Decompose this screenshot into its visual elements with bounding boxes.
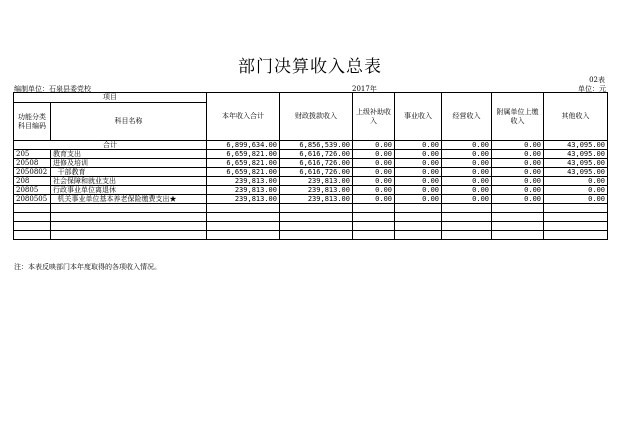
row-business: 0.00 [395,195,442,204]
empty-cell [353,222,395,231]
empty-cell [492,204,544,213]
prepared-unit: 编制单位：石泉县委党校 [14,85,91,93]
empty-cell [280,204,353,213]
empty-row [14,222,608,231]
row-affiliated: 0.00 [492,177,544,186]
row-operating: 0.00 [442,150,492,159]
empty-cell [280,213,353,222]
empty-cell [14,222,51,231]
row-total: 6,659,821.00 [207,168,280,177]
row-total: 239,813.00 [207,186,280,195]
empty-cell [14,231,51,240]
row-code: 205 [14,150,51,159]
empty-cell [492,231,544,240]
table-row [14,159,608,168]
empty-cell [544,231,608,240]
empty-cell [492,222,544,231]
table-note: 注：本表反映部门本年度取得的各项收入情况。 [14,263,161,271]
col-name-header: 科目名称 [51,103,207,141]
row-total: 6,659,821.00 [207,150,280,159]
row-subsidy: 0.00 [353,168,395,177]
item-group-header: 项目 [14,93,207,103]
row-business: 0.00 [395,168,442,177]
empty-cell [353,204,395,213]
row-code: 20508 [14,159,51,168]
table-row [14,195,608,204]
row-name: 社会保障和就业支出 [51,177,207,186]
row-subsidy: 0.00 [353,177,395,186]
fiscal-year: 2017年 [352,85,377,93]
row-code: 2080505 [14,195,51,204]
empty-cell [353,231,395,240]
row-operating: 0.00 [442,168,492,177]
total-total: 6,899,634.00 [207,141,280,150]
table-row [14,177,608,186]
col-operating-header: 经营收入 [442,93,492,141]
row-operating: 0.00 [442,195,492,204]
row-other: 0.00 [544,186,608,195]
row-name: 机关事业单位基本养老保险缴费支出★ [51,195,207,204]
empty-cell [544,204,608,213]
row-fiscal: 239,813.00 [280,186,353,195]
row-business: 0.00 [395,159,442,168]
row-affiliated: 0.00 [492,159,544,168]
empty-cell [207,222,280,231]
row-fiscal: 6,616,726.00 [280,168,353,177]
row-business: 0.00 [395,150,442,159]
row-code: 20805 [14,186,51,195]
row-affiliated: 0.00 [492,195,544,204]
col-total-header: 本年收入合计 [207,93,280,141]
form-number: 02表 [589,76,605,84]
empty-cell [544,213,608,222]
row-fiscal: 239,813.00 [280,177,353,186]
row-subsidy: 0.00 [353,159,395,168]
row-code: 208 [14,177,51,186]
empty-row [14,231,608,240]
empty-cell [442,222,492,231]
row-subsidy: 0.00 [353,195,395,204]
empty-cell [442,204,492,213]
row-affiliated: 0.00 [492,186,544,195]
total-operating: 0.00 [442,141,492,150]
empty-cell [395,204,442,213]
total-business: 0.00 [395,141,442,150]
col-business-header: 事业收入 [395,93,442,141]
row-fiscal: 239,813.00 [280,195,353,204]
page-title: 部门决算收入总表 [238,57,382,77]
col-affiliated-header: 附属单位上缴收入 [492,93,544,141]
empty-cell [51,213,207,222]
empty-cell [544,222,608,231]
row-total: 239,813.00 [207,195,280,204]
total-affiliated: 0.00 [492,141,544,150]
row-name: 行政事业单位离退休 [51,186,207,195]
col-code-header: 功能分类科目编码 [14,103,51,141]
empty-cell [51,231,207,240]
row-other: 43,095.00 [544,168,608,177]
empty-cell [51,204,207,213]
row-affiliated: 0.00 [492,150,544,159]
col-other-header: 其他收入 [544,93,608,141]
total-subsidy: 0.00 [353,141,395,150]
empty-cell [442,231,492,240]
row-other: 0.00 [544,195,608,204]
row-subsidy: 0.00 [353,186,395,195]
empty-cell [207,204,280,213]
table-row [14,186,608,195]
row-business: 0.00 [395,177,442,186]
total-label: 合计 [14,141,207,150]
empty-cell [207,231,280,240]
row-operating: 0.00 [442,177,492,186]
col-subsidy-header: 上级补助收入 [353,93,395,141]
row-business: 0.00 [395,186,442,195]
row-total: 239,813.00 [207,177,280,186]
empty-row [14,213,608,222]
row-fiscal: 6,616,726.00 [280,150,353,159]
empty-cell [395,231,442,240]
empty-cell [14,213,51,222]
total-other: 43,095.00 [544,141,608,150]
row-code: 2050802 [14,168,51,177]
total-row [14,141,608,150]
row-operating: 0.00 [442,159,492,168]
col-fiscal-header: 财政拨款收入 [280,93,353,141]
table-row [14,168,608,177]
total-fiscal: 6,856,539.00 [280,141,353,150]
empty-row [14,204,608,213]
row-other: 0.00 [544,177,608,186]
row-total: 6,659,821.00 [207,159,280,168]
empty-cell [442,213,492,222]
row-name: 教育支出 [51,150,207,159]
empty-cell [280,222,353,231]
empty-cell [395,222,442,231]
row-name: 干部教育 [51,168,207,177]
empty-cell [353,213,395,222]
row-affiliated: 0.00 [492,168,544,177]
empty-cell [51,222,207,231]
row-other: 43,095.00 [544,159,608,168]
row-other: 43,095.00 [544,150,608,159]
empty-cell [14,204,51,213]
row-subsidy: 0.00 [353,150,395,159]
income-summary-table [13,92,608,240]
empty-cell [492,213,544,222]
table-row [14,150,608,159]
empty-cell [280,231,353,240]
row-fiscal: 6,616,726.00 [280,159,353,168]
empty-cell [395,213,442,222]
empty-cell [207,213,280,222]
row-operating: 0.00 [442,186,492,195]
currency-unit: 单位：元 [578,85,606,93]
row-name: 进修及培训 [51,159,207,168]
